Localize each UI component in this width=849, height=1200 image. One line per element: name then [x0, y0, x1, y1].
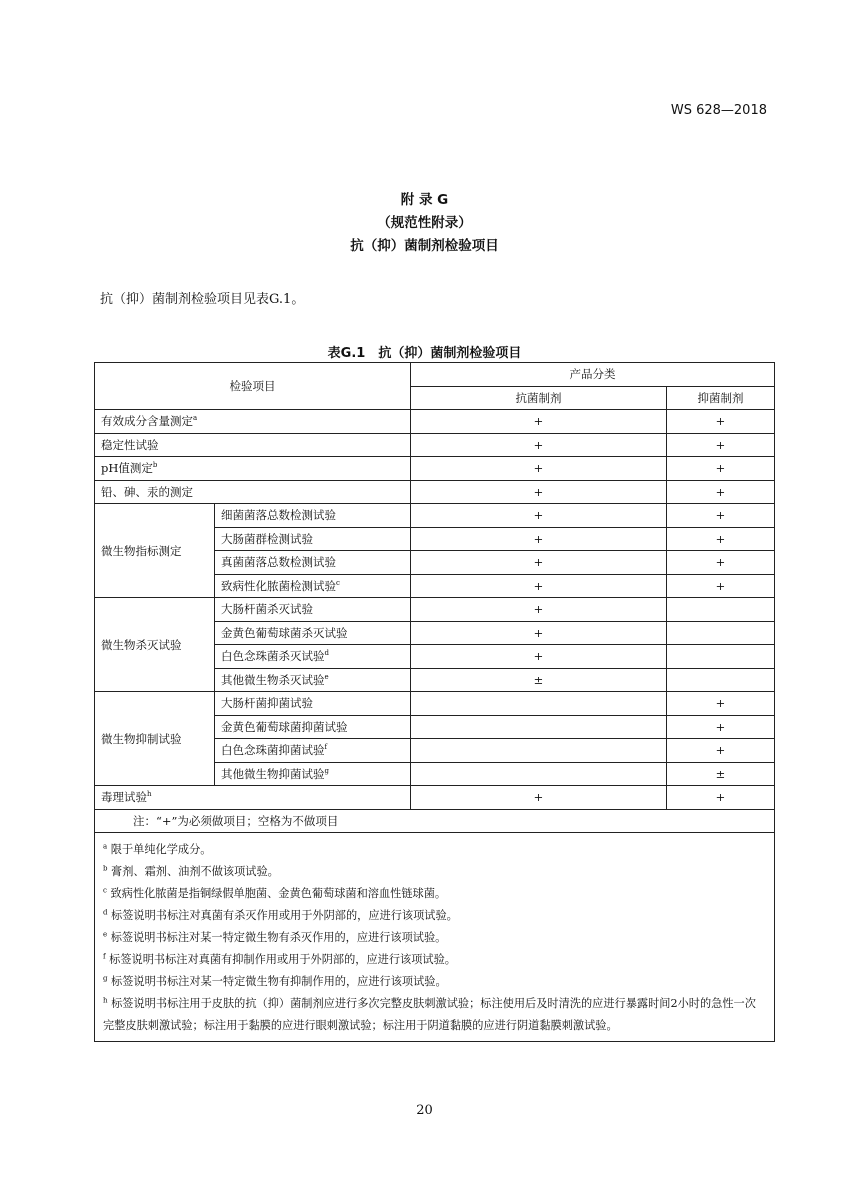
item-cell — [215, 504, 411, 528]
bacteriostatic-mark — [667, 621, 775, 645]
footnote-mark: c — [103, 886, 107, 895]
bacteriostatic-mark: + — [667, 551, 775, 575]
footnote-text: 限于单纯化学成分。 — [110, 843, 212, 856]
header-bacteriostatic-cell: 抑菌制剂 — [667, 386, 775, 410]
footnote — [103, 971, 766, 993]
header-category-cell: 产品分类 — [411, 363, 775, 387]
note-row — [95, 809, 775, 833]
item-label: 其他微生物杀灭试验 — [221, 672, 325, 687]
bacteriostatic-mark: + — [667, 574, 775, 598]
group-name-cell: 微生物杀灭试验 — [95, 598, 215, 692]
item-cell — [215, 645, 411, 669]
footnote-text: 标签说明书标注对真菌有抑制作用或用于外阴部的，应进行该项试验。 — [109, 953, 456, 966]
item-label: 其他微生物抑菌试验 — [221, 766, 325, 781]
antibacterial-mark — [411, 739, 667, 763]
bacteriostatic-mark: + — [667, 715, 775, 739]
footnote-mark: e — [103, 930, 108, 939]
antibacterial-mark: + — [411, 621, 667, 645]
standard-code: WS 628—2018 — [670, 103, 767, 118]
antibacterial-mark: + — [411, 433, 667, 457]
bacteriostatic-mark — [667, 598, 775, 622]
inspection-table — [94, 362, 775, 1042]
item-label: 大肠杆菌杀灭试验 — [221, 602, 313, 617]
footnote — [103, 927, 766, 949]
footnote — [103, 839, 766, 861]
item-cell — [215, 668, 411, 692]
table-row — [95, 504, 775, 528]
footnotes-row — [95, 833, 775, 1042]
table-row — [95, 786, 775, 810]
group-name-cell: 微生物抑制试验 — [95, 692, 215, 786]
footnote-mark: g — [324, 766, 329, 775]
item-label: 有效成分含量测定 — [101, 414, 193, 429]
bacteriostatic-mark: + — [667, 480, 775, 504]
group-name-cell: 微生物指标测定 — [95, 504, 215, 598]
antibacterial-mark: + — [411, 598, 667, 622]
footnote-mark: f — [103, 952, 106, 961]
item-label: 金黄色葡萄球菌杀灭试验 — [221, 625, 348, 640]
item-cell — [215, 598, 411, 622]
item-cell — [215, 739, 411, 763]
footnotes-cell — [95, 833, 775, 1042]
appendix-label: 附 录 G — [400, 192, 449, 208]
footnote-mark: b — [103, 864, 108, 873]
antibacterial-mark: + — [411, 551, 667, 575]
footnote-mark: d — [103, 908, 108, 917]
item-label: 大肠杆菌抑菌试验 — [221, 696, 313, 711]
footnote-mark: b — [152, 461, 158, 470]
antibacterial-mark: + — [411, 457, 667, 481]
header-antibacterial-cell: 抗菌制剂 — [411, 386, 667, 410]
item-cell — [95, 786, 411, 810]
footnote-text: 标签说明书标注对某一特定微生物有抑制作用的，应进行该项试验。 — [111, 975, 447, 988]
item-label: 毒理试验 — [101, 790, 147, 805]
antibacterial-mark: + — [411, 786, 667, 810]
bacteriostatic-mark: + — [667, 786, 775, 810]
table-row — [95, 457, 775, 481]
antibacterial-mark: + — [411, 574, 667, 598]
item-label: 金黄色葡萄球菌抑菌试验 — [221, 719, 348, 734]
footnote-mark: c — [336, 578, 340, 587]
bacteriostatic-mark: + — [667, 692, 775, 716]
table-row — [95, 692, 775, 716]
footnote — [103, 905, 766, 927]
bacteriostatic-mark: + — [667, 504, 775, 528]
item-label: 白色念珠菌抑菌试验 — [221, 743, 325, 758]
table-row — [95, 410, 775, 434]
footnote — [103, 861, 766, 883]
table-caption: 表G.1 抗（抑）菌制剂检验项目 — [327, 346, 522, 361]
bacteriostatic-mark: + — [667, 457, 775, 481]
footnote-mark: e — [324, 672, 329, 681]
footnote-mark: a — [193, 414, 198, 423]
item-cell — [215, 692, 411, 716]
bacteriostatic-mark: + — [667, 433, 775, 457]
item-label: 铅、砷、汞的测定 — [101, 484, 193, 499]
table-body — [95, 363, 775, 1042]
item-label: pH值测定 — [101, 461, 153, 476]
table-note: 注：“+”为必须做项目；空格为不做项目 — [95, 809, 775, 833]
item-cell — [215, 762, 411, 786]
antibacterial-mark: ± — [411, 668, 667, 692]
footnote — [103, 949, 766, 971]
footnote-mark: h — [103, 996, 108, 1005]
footnote-mark: d — [324, 649, 329, 658]
item-label: 稳定性试验 — [101, 437, 159, 452]
item-cell — [215, 621, 411, 645]
item-cell — [215, 527, 411, 551]
intro-text: 抗（抑）菌制剂检验项目见表G.1。 — [100, 292, 305, 307]
footnote-mark: h — [147, 790, 152, 799]
bacteriostatic-mark — [667, 668, 775, 692]
antibacterial-mark — [411, 692, 667, 716]
item-label: 大肠菌群检测试验 — [221, 531, 313, 546]
header-item-cell: 检验项目 — [95, 363, 411, 410]
footnote — [103, 993, 766, 1037]
footnote-text: 膏剂、霜剂、油剂不做该项试验。 — [111, 865, 279, 878]
item-label: 真菌菌落总数检测试验 — [221, 555, 336, 570]
table-row — [95, 480, 775, 504]
item-label: 细菌菌落总数检测试验 — [221, 508, 336, 523]
footnote-mark: a — [103, 842, 108, 851]
page-number: 20 — [416, 1103, 433, 1118]
item-label: 白色念珠菌杀灭试验 — [221, 649, 325, 664]
bacteriostatic-mark — [667, 645, 775, 669]
footnote-text: 标签说明书标注对某一特定微生物有杀灭作用的，应进行该项试验。 — [110, 931, 447, 944]
antibacterial-mark — [411, 715, 667, 739]
footnote-mark: g — [103, 974, 108, 983]
item-cell — [215, 715, 411, 739]
antibacterial-mark — [411, 762, 667, 786]
item-cell — [215, 574, 411, 598]
footnote-text: 标签说明书标注用于皮肤的抗（抑）菌制剂应进行多次完整皮肤刺激试验；标注使用后及时清洗的应进行暴露时间2小时的急性一次完整皮肤刺激试验；标注用于黏膜的应进行眼刺激试验；标注用于阴道黏膜的应进行阴道黏膜刺激试验。 — [103, 997, 756, 1032]
antibacterial-mark: + — [411, 645, 667, 669]
item-cell — [95, 410, 411, 434]
footnote-mark: f — [324, 743, 328, 752]
table-row — [95, 598, 775, 622]
antibacterial-mark: + — [411, 527, 667, 551]
appendix-type: （规范性附录） — [377, 215, 472, 231]
header-row — [95, 363, 775, 387]
bacteriostatic-mark: + — [667, 739, 775, 763]
bacteriostatic-mark: ± — [667, 762, 775, 786]
footnote — [103, 883, 766, 905]
item-cell — [95, 480, 411, 504]
bacteriostatic-mark: + — [667, 527, 775, 551]
item-cell — [95, 457, 411, 481]
footnote-text: 标签说明书标注对真菌有杀灭作用或用于外阴部的，应进行该项试验。 — [111, 909, 458, 922]
appendix-title: 抗（抑）菌制剂检验项目 — [350, 238, 499, 254]
antibacterial-mark: + — [411, 504, 667, 528]
table-row — [95, 433, 775, 457]
item-label: 致病性化脓菌检测试验 — [221, 578, 336, 593]
footnote-text: 致病性化脓菌是指铜绿假单胞菌、金黄色葡萄球菌和溶血性链球菌。 — [110, 887, 447, 900]
item-cell — [215, 551, 411, 575]
antibacterial-mark: + — [411, 480, 667, 504]
bacteriostatic-mark: + — [667, 410, 775, 434]
antibacterial-mark: + — [411, 410, 667, 434]
item-cell — [95, 433, 411, 457]
